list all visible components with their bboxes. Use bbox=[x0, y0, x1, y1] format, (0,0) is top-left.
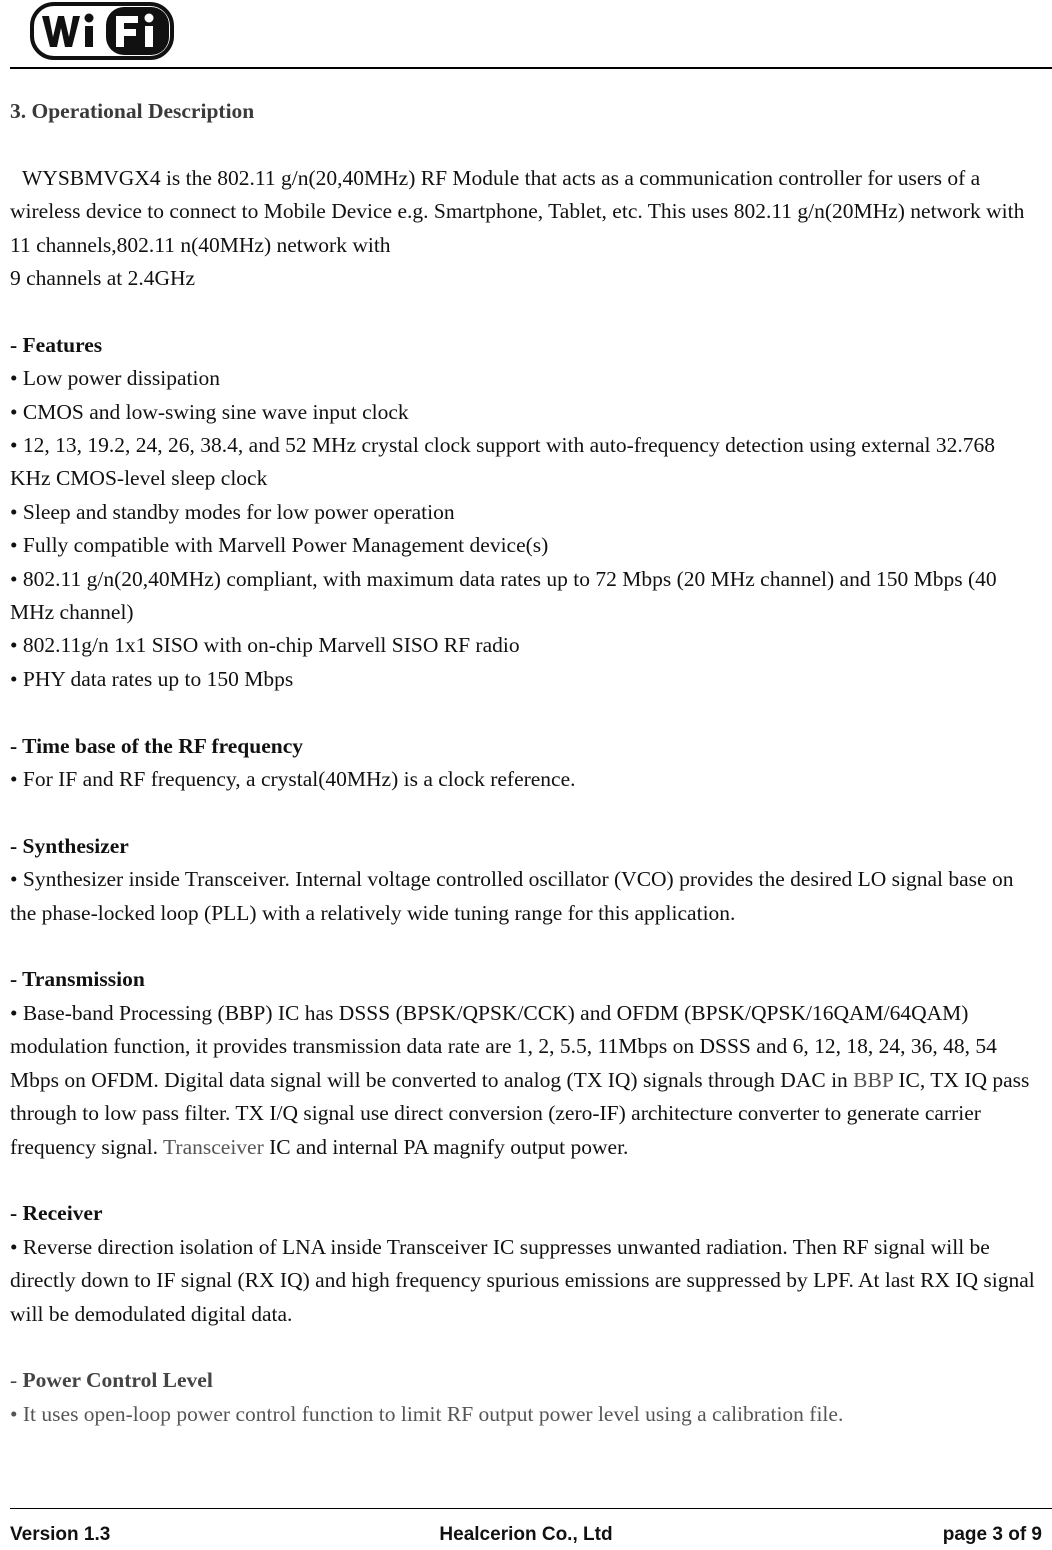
power-control-text: • It uses open-loop power control function to limit RF output power level using a calibration file. bbox=[10, 1401, 844, 1426]
feature-item: • Low power dissipation bbox=[10, 366, 220, 391]
transceiver-highlight: Transceiver bbox=[163, 1134, 264, 1159]
page-footer bbox=[10, 1524, 1042, 1550]
wifi-logo bbox=[30, 2, 174, 60]
page-header bbox=[0, 0, 1052, 70]
features-heading: - Features bbox=[10, 332, 103, 357]
footer-version: Version 1.3 bbox=[10, 1524, 111, 1545]
feature-item: • CMOS and low-swing sine wave input clock bbox=[10, 399, 409, 424]
bbp-highlight: BBP bbox=[853, 1067, 894, 1092]
power-control-title: Power Control Level bbox=[22, 1368, 213, 1393]
feature-item: • PHY data rates up to 150 Mbps bbox=[10, 666, 294, 691]
power-control-heading bbox=[10, 1364, 1040, 1397]
synthesizer-text: • Synthesizer inside Transceiver. Internal voltage controlled oscillator (VCO) provides the desired LO signal base on the phase-locked loop (PLL) with a relatively wide tuning range for this application. bbox=[10, 867, 1014, 925]
power-control-dash: - bbox=[10, 1368, 23, 1393]
feature-item: • Sleep and standby modes for low power operation bbox=[10, 499, 455, 524]
footer-divider bbox=[10, 1508, 1052, 1509]
receiver-text: • Reverse direction isolation of LNA inside Transceiver IC suppresses unwanted radiation. Then RF signal will be directly down to IF signal (RX IQ) and high frequency spurious emissions are suppressed by LPF. At last RX IQ signal will be demodulated digital data. bbox=[10, 1234, 1035, 1326]
time-base-heading: - Time base of the RF frequency bbox=[10, 733, 304, 758]
section-title: 3. Operational Description bbox=[10, 99, 255, 123]
intro-tail: 9 channels at 2.4GHz bbox=[10, 266, 196, 291]
transmission-text-part: IC and internal PA magnify output power. bbox=[263, 1134, 629, 1159]
receiver-heading: - Receiver bbox=[10, 1201, 103, 1226]
transmission-text-part: • Base-band Processing (BBP) IC has DSSS (BPSK/QPSK/CCK) and OFDM (BPSK/QPSK/16QAM/64QAM) modulation function, it provides transmission data rate are 1, 2, 5.5, 11Mbps on DSSS and 6, 12, 18, 24, 36, 48, 54 Mbps on OFDM. Digital data signal will be converted to analog (TX IQ) signals through DAC in bbox=[10, 1000, 997, 1092]
time-base-text: • For IF and RF frequency, a crystal(40MHz) is a clock reference. bbox=[10, 767, 576, 792]
transmission-heading: - Transmission bbox=[10, 967, 145, 992]
feature-item: • 12, 13, 19.2, 24, 26, 38.4, and 52 MHz crystal clock support with auto-frequency detection using external 32.768 KHz CMOS-level sleep clock bbox=[10, 433, 995, 491]
footer-page-number: page 3 of 9 bbox=[942, 1524, 1042, 1545]
header-divider bbox=[10, 67, 1052, 69]
transmission-text bbox=[10, 997, 1040, 1164]
feature-item: • 802.11g/n 1x1 SISO with on-chip Marvell SISO RF radio bbox=[10, 633, 520, 658]
feature-item: • 802.11 g/n(20,40MHz) compliant, with maximum data rates up to 72 Mbps (20 MHz channel) and 150 Mbps (40 MHz channel) bbox=[10, 566, 997, 625]
synthesizer-heading: - Synthesizer bbox=[10, 833, 129, 858]
document-body bbox=[10, 95, 1040, 1431]
footer-company: Healcerion Co., Ltd bbox=[439, 1524, 613, 1545]
transmission-text-part: IC, TX IQ pass through to low pass filter. TX I/Q signal use direct conversion (zero-IF) architecture converter to generate carrier frequency signal. bbox=[10, 1067, 1030, 1159]
intro-paragraph: WYSBMVGX4 is the 802.11 g/n(20,40MHz) RF Module that acts as a communication controller for users of a wireless device to connect to Mobile Device e.g. Smartphone, Tablet, etc. This uses 802.11 g/n(20MHz) network with 11 channels,802.11 n(40MHz) network with bbox=[10, 165, 1025, 257]
feature-item: • Fully compatible with Marvell Power Management device(s) bbox=[10, 533, 549, 558]
